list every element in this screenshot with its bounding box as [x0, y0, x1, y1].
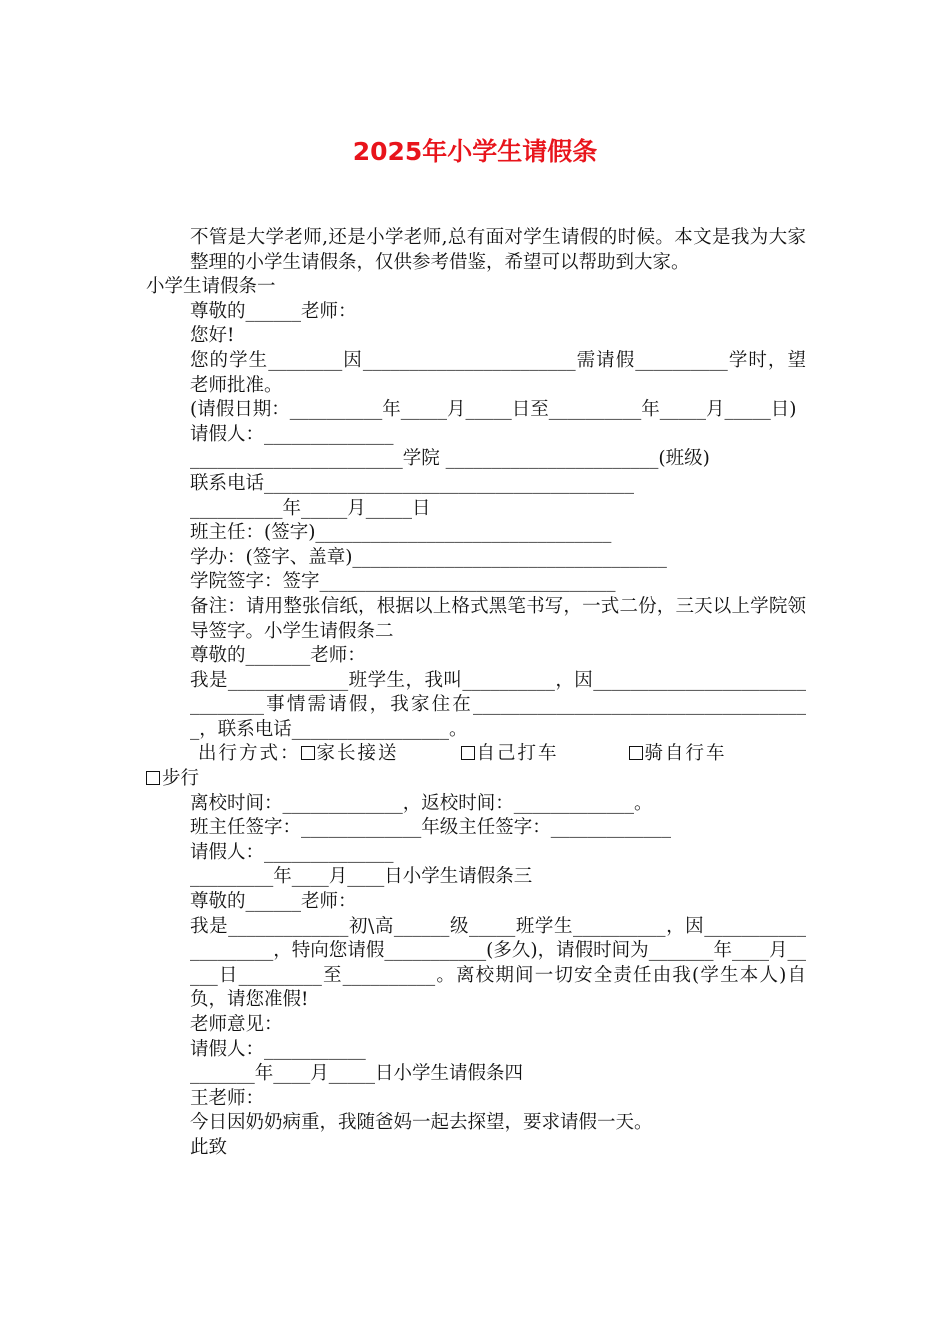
closing-line: 此致 — [190, 1136, 228, 1158]
salutation-2: 尊敬的_______老师： — [190, 645, 366, 667]
teacher-opinion-line: 老师意见： — [190, 1014, 283, 1035]
college-signature-line: 学院签字：签字________________________________ — [190, 571, 616, 593]
office-signature-line: 学办：(签字、盖章)__________________________________ — [190, 546, 667, 568]
salutation-3: 尊敬的______老师： — [190, 891, 357, 913]
document-body — [146, 226, 806, 1161]
salutation-4: 王老师： — [190, 1087, 265, 1109]
teacher-signature-line: 班主任签字：_____________年级主任签字：_____________ — [190, 817, 672, 839]
travel-mode-label: 出行方式： — [198, 743, 301, 765]
intro-paragraph: 不管是大学老师,还是小学老师,总有面对学生请假的时候。本文是我为大家整理的小学生请假条，仅供参考借鉴，希望可以帮助到大家。 — [190, 227, 806, 273]
remark-paragraph: 备注：请用整张信纸，根据以上格式黑笔书写，一式二份，三天以上学院领导签字。小学生请假条二 — [190, 595, 806, 642]
travel-option-parent: 家长接送 — [301, 742, 399, 767]
applicant-line-2: 请假人：______________ — [190, 841, 394, 863]
checkbox-icon[interactable] — [461, 746, 475, 760]
checkbox-icon[interactable] — [629, 746, 643, 760]
travel-option-taxi: 自己打车 — [461, 742, 559, 767]
college-class-line: _______________________学院 _______________________(班级) — [190, 448, 710, 470]
leave-return-time-line: 离校时间：_____________，返校时间：_____________。 — [190, 792, 653, 814]
checkbox-icon[interactable] — [146, 771, 160, 785]
greeting: 您好! — [190, 325, 235, 347]
section-heading-1: 小学生请假条一 — [146, 276, 276, 298]
reason-line-4: 今日因奶奶病重，我随爸妈一起去探望，要求请假一天。 — [190, 1112, 653, 1134]
date-and-heading-3: _________年____月____日小学生请假条三 — [190, 866, 533, 888]
leave-request-paragraph: 我是_____________初\高______级_____班学生__________，因____________________，特向您请假___________(多久)，请假时间为_______年____月_____日_________至__________。离校期间一切安全责任由我(学生本人)自负，请您准假! — [190, 915, 806, 1011]
date-and-heading-4: _______年____月_____日小学生请假条四 — [190, 1063, 524, 1085]
applicant-line-3: 请假人：___________ — [190, 1038, 366, 1060]
travel-option-walk: 步行 — [146, 767, 806, 792]
phone-line: 联系电话________________________________________ — [190, 472, 635, 494]
checkbox-icon[interactable] — [301, 746, 315, 760]
head-teacher-signature-line: 班主任：(签字)________________________________ — [190, 522, 612, 544]
leave-date-line: (请假日期：__________年_____月_____日至__________年_____月_____日) — [190, 399, 797, 421]
student-info-paragraph: 我是_____________班学生，我叫__________，因_______________________________事情需请假，我家住在_____________________________________，联系电话_________________。 — [190, 669, 806, 740]
salutation: 尊敬的______老师： — [190, 300, 357, 322]
travel-option-bike: 骑自行车 — [629, 742, 727, 767]
travel-mode-line — [146, 742, 806, 767]
date-line: __________年_____月_____日 — [190, 497, 431, 519]
document-title: 2025年小学生请假条 — [352, 137, 598, 166]
leave-reason-line: 您的学生________因_______________________需请假__________学时，望老师批准。 — [190, 349, 806, 396]
applicant-line: 请假人：______________ — [190, 423, 394, 445]
